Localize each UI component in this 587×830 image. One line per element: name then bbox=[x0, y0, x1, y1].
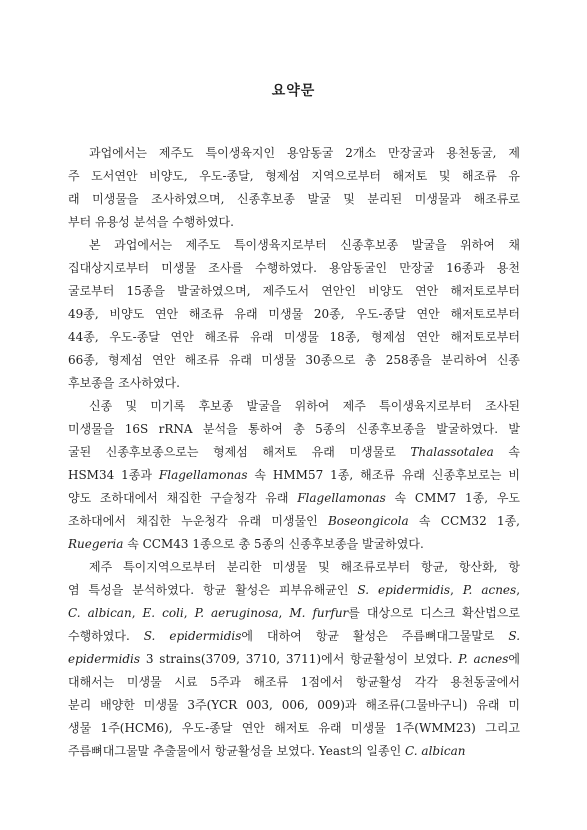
text-line: 66종, 형제섬 연안 해조류 유래 미생물 30종으로 총 258종을 분리하여 신종 bbox=[68, 353, 520, 367]
text-line: 조하대에서 채집한 누운청각 유래 미생물인 Boseongicola 속 CCM32 1종, bbox=[68, 514, 520, 528]
text-line: 염 특성을 분석하였다. 항균 활성은 피부유해균인 S. epidermidis, P. acnes, bbox=[68, 583, 520, 597]
text-line: 주 도서연안 비양도, 우도-종달, 형제섬 지역으로부터 해저토 및 해조류 유 bbox=[68, 169, 520, 183]
text-line: 44종, 우도-종달 연안 해조류 유래 미생물 18종, 형제섬 연안 해저토로부터 bbox=[68, 330, 520, 344]
summary-body bbox=[68, 142, 520, 763]
text-line: 부터 유용성 분석을 수행하였다. bbox=[68, 215, 234, 229]
text-line: 주름뼈대그물말 추출물에서 항균활성을 보였다. Yeast의 일종인 C. albican bbox=[68, 744, 466, 758]
page-title: 요약문 bbox=[271, 83, 316, 99]
text-line: 49종, 비양도 연안 해조류 유래 미생물 20종, 우도-종달 연안 해저토로부터 bbox=[68, 307, 520, 321]
text-line: 굴된 신종후보종으로는 형제섬 해저토 유래 미생물로 Thalassotalea 속 bbox=[68, 445, 520, 459]
text-line: 수행하였다. S. epidermidis에 대하여 항균 활성은 주름뼈대그물말로 S. bbox=[68, 629, 520, 643]
text-line: 집대상지로부터 미생물 조사를 수행하였다. 용암동굴인 만장굴 16종과 용천 bbox=[68, 261, 520, 275]
text-line: 후보종을 조사하였다. bbox=[68, 376, 180, 390]
text-line: 신종 및 미기록 후보종 발굴을 위하여 제주 특이생육지로부터 조사된 bbox=[89, 399, 520, 413]
text-line: 분리 배양한 미생물 3주(YCR 003, 006, 009)과 해조류(그물바구니) 유래 미 bbox=[68, 698, 520, 712]
summary-paragraph bbox=[68, 142, 520, 234]
text-line: 미생물을 16S rRNA 분석을 통하여 총 5종의 신종후보종을 발굴하였다. 발 bbox=[68, 422, 520, 436]
text-line: 제주 특이지역으로부터 분리한 미생물 및 해조류로부터 항균, 항산화, 항 bbox=[89, 560, 520, 574]
text-line: 대해서는 미생물 시료 5주과 해조류 1점에서 항균활성 각각 용천동굴에서 bbox=[68, 675, 520, 689]
text-line: 과업에서는 제주도 특이생육지인 용암동굴 2개소 만장굴과 용천동굴, 제 bbox=[89, 146, 520, 160]
text-line: 생물 1주(HCM6), 우도-종달 연안 해저토 유래 미생물 1주(WMM23) 그리고 bbox=[68, 721, 520, 735]
summary-paragraph bbox=[68, 556, 520, 763]
text-line: 양도 조하대에서 채집한 구슬청각 유래 Flagellamonas 속 CMM7 1종, 우도 bbox=[68, 491, 520, 505]
text-line: epidermidis 3 strains(3709, 3710, 3711)에서 항균활성이 보였다. P. acnes에 bbox=[68, 652, 520, 666]
text-line: 본 과업에서는 제주도 특이생육지로부터 신종후보종 발굴을 위하여 채 bbox=[89, 238, 520, 252]
text-line: 래 미생물을 조사하였으며, 신종후보종 발굴 및 분리된 미생물과 해조류로 bbox=[68, 192, 520, 206]
summary-paragraph bbox=[68, 395, 520, 556]
text-line: HSM34 1종과 Flagellamonas 속 HMM57 1종, 해조류 유래 신종후보로는 비 bbox=[68, 468, 520, 482]
text-line: 굴로부터 15종을 발굴하였으며, 제주도서 연안인 비양도 연안 해저토로부터 bbox=[68, 284, 520, 298]
text-line: Ruegeria 속 CCM43 1종으로 총 5종의 신종후보종을 발굴하였다. bbox=[68, 537, 424, 551]
text-line: C. albican, E. coli, P. aeruginosa, M. furfur를 대상으로 디스크 확산법으로 bbox=[68, 606, 520, 620]
summary-paragraph bbox=[68, 234, 520, 395]
